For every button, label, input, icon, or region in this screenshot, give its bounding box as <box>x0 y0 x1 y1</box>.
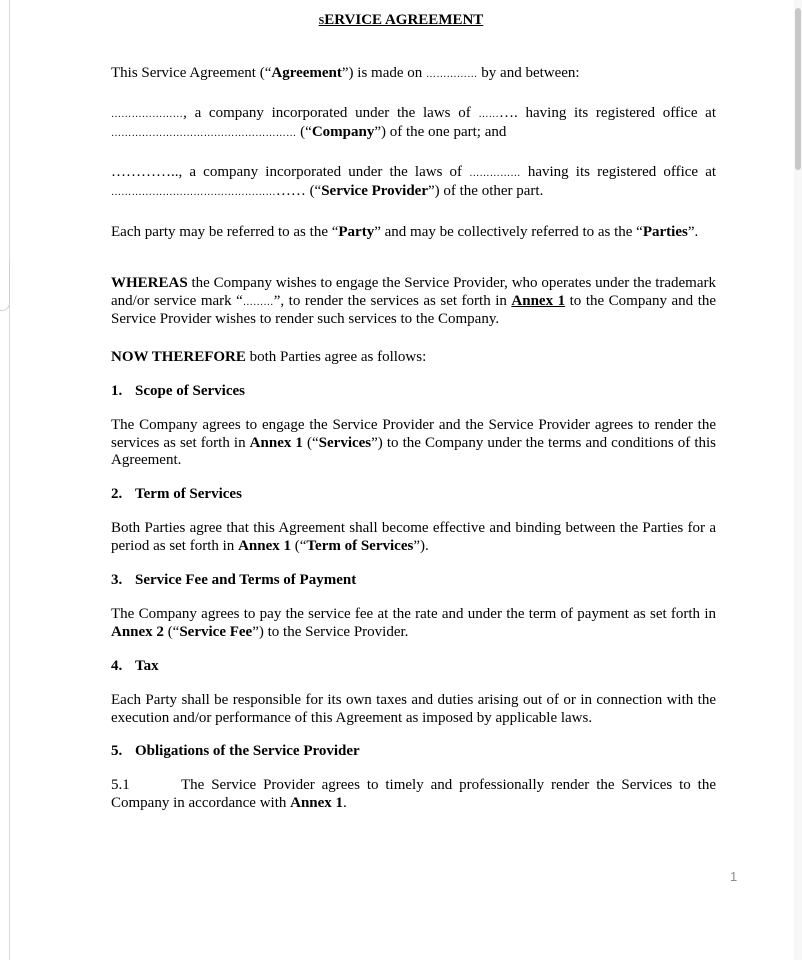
parties-definition-paragraph: Each party may be referred to as the “Party” and may be collectively referred to as the “Parties”. <box>111 224 699 240</box>
section-heading: 2. Term of Services <box>111 486 242 502</box>
whereas-paragraph: WHEREAS the Company wishes to engage the Service Provider, who operates under the trademark and/or service mark “………”, to render the services as set forth in Annex 1 to the Company and the Service Provider wishes to render such services to the Company. <box>111 275 717 327</box>
left-edge-tab <box>0 262 10 311</box>
section-heading: 5. Obligations of the Service Provider <box>111 743 360 759</box>
clause-5-1-paragraph: 5.1 The Service Provider agrees to timely and professionally render the Services to the Company in accordance with Annex 1. <box>111 777 716 811</box>
scrollbar-track[interactable] <box>794 0 802 960</box>
now-therefore-paragraph: NOW THEREFORE both Parties agree as follows: <box>111 349 427 365</box>
section-heading: 4. Tax <box>111 658 159 674</box>
document-title: SERVICE AGREEMENT <box>318 12 484 28</box>
intro-paragraph: This Service Agreement (“Agreement”) is made on …………… by and between: <box>111 65 580 81</box>
tax-paragraph: Each Party shall be responsible for its own taxes and duties arising out of or in connection with the execution and/or performance of this Agreement as imposed by applicable laws. <box>111 692 716 726</box>
page-number: 1 <box>730 869 738 884</box>
scrollbar-thumb[interactable] <box>795 8 801 170</box>
party-company-paragraph: …………………, a company incorporated under the laws of ………. having its registered office at ……………………………………………… (“Company”) of the one part; and <box>111 105 717 140</box>
section-heading: 3. Service Fee and Terms of Payment <box>111 572 357 588</box>
section-heading: 1. Scope of Services <box>111 383 245 399</box>
term-paragraph: Both Parties agree that this Agreement shall become effective and binding between the Parties for a period as set forth in Annex 1 (“Term of Services”). <box>111 520 716 554</box>
party-service-provider-paragraph: ………….., a company incorporated under the laws of …………… having its registered office at ……………………………………………… (“Service Provider”) of the other part. <box>111 164 717 199</box>
scope-paragraph: The Company agrees to engage the Service Provider and the Service Provider agrees to render the services as set forth in Annex 1 (“Services”) to the Company under the terms and conditions of this Agreement. <box>111 417 716 468</box>
fee-paragraph: The Company agrees to pay the service fee at the rate and under the term of payment as set forth in Annex 2 (“Service Fee”) to the Service Provider. <box>111 606 716 640</box>
left-page-edge <box>9 0 10 960</box>
